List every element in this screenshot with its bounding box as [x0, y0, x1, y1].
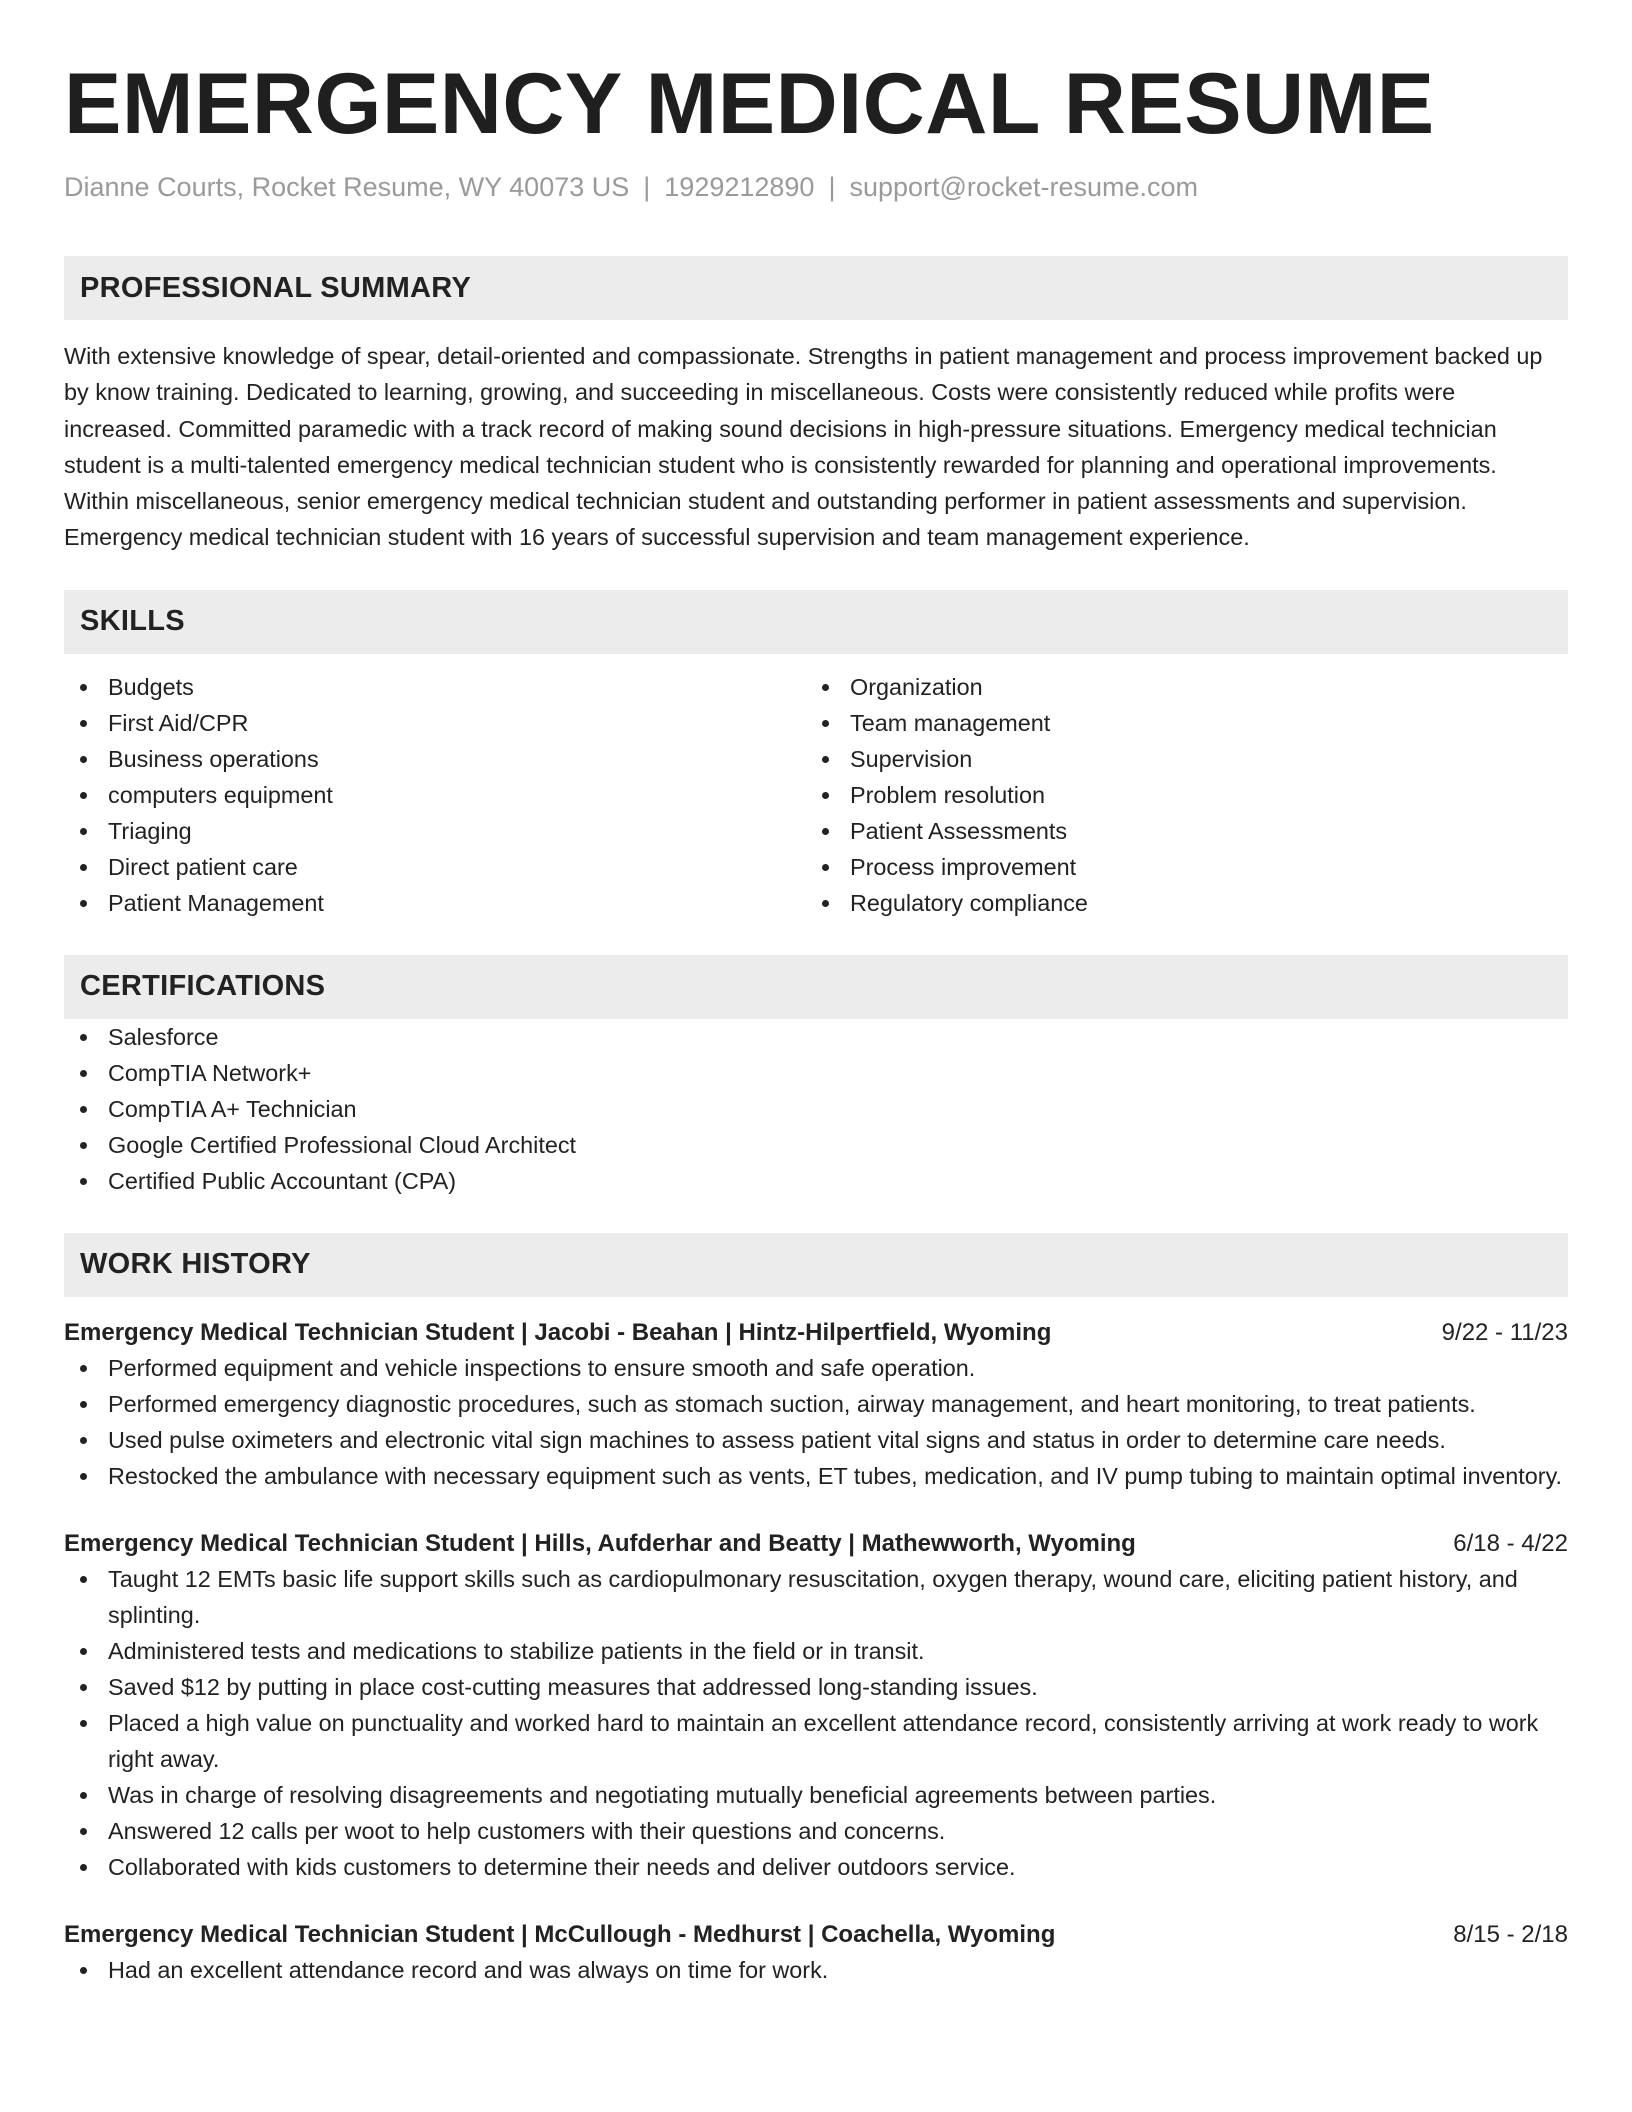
job-dates: 6/18 - 4/22: [1453, 1529, 1568, 1557]
job-bullet: Used pulse oximeters and electronic vital sign machines to assess patient vital signs and status in order to determine care needs.: [64, 1422, 1568, 1458]
job-entry: [64, 1316, 1568, 1494]
skill-item: Regulatory compliance: [806, 885, 1548, 921]
skill-item: Business operations: [64, 741, 806, 777]
section-heading-work-history: WORK HISTORY: [64, 1233, 1568, 1297]
job-bullet-list: [64, 1561, 1568, 1885]
skill-item: Process improvement: [806, 849, 1548, 885]
section-heading-summary: PROFESSIONAL SUMMARY: [64, 256, 1568, 320]
skill-item: Team management: [806, 705, 1548, 741]
summary-text: With extensive knowledge of spear, detail-oriented and compassionate. Strengths in patient management and process improvement backed up by know training. Dedicated to learning, growing, and succeeding in miscellaneous. Costs were consistently reduced while profits were increased. Committed paramedic with a track record of making sound decisions in high-pressure situations. Emergency medical technician student is a multi-talented emergency medical technician student who is consistently rewarded for planning and operational improvements. Within miscellaneous, senior emergency medical technician student and outstanding performer in patient assessments and supervision. Emergency medical technician student with 16 years of successful supervision and team management experience.: [64, 343, 1543, 551]
job-header: [64, 1316, 1568, 1350]
job-bullet-list: [64, 1952, 1568, 1988]
skill-item: Triaging: [64, 813, 806, 849]
job-entry: [64, 1918, 1568, 1988]
contact-email: support@rocket-resume.com: [849, 172, 1198, 202]
skill-item: Organization: [806, 669, 1548, 705]
job-bullet: Performed equipment and vehicle inspections to ensure smooth and safe operation.: [64, 1350, 1568, 1386]
job-bullet: Answered 12 calls per woot to help customers with their questions and concerns.: [64, 1813, 1568, 1849]
contact-separator: |: [828, 172, 836, 202]
job-bullet: Collaborated with kids customers to determine their needs and deliver outdoors service.: [64, 1849, 1568, 1885]
skill-item: Budgets: [64, 669, 806, 705]
certifications-list: [64, 1019, 1568, 1199]
job-entry: [64, 1527, 1568, 1885]
job-title: Emergency Medical Technician Student | McCullough - Medhurst | Coachella, Wyoming: [64, 1920, 1056, 1948]
job-header: [64, 1527, 1568, 1561]
job-header: [64, 1918, 1568, 1952]
contact-separator: |: [643, 172, 651, 202]
certification-item: Certified Public Accountant (CPA): [64, 1163, 1568, 1199]
section-heading-certifications: CERTIFICATIONS: [64, 955, 1568, 1019]
skill-item: Direct patient care: [64, 849, 806, 885]
resume-page: [64, 0, 1568, 1988]
certification-item: Salesforce: [64, 1019, 1568, 1055]
certification-item: Google Certified Professional Cloud Architect: [64, 1127, 1568, 1163]
section-heading-skills: SKILLS: [64, 590, 1568, 654]
contact-line: [64, 170, 1568, 204]
job-bullet: Restocked the ambulance with necessary equipment such as vents, ET tubes, medication, and IV pump tubing to maintain optimal inventory.: [64, 1458, 1568, 1494]
skill-item: Patient Management: [64, 885, 806, 921]
certification-item: CompTIA Network+: [64, 1055, 1568, 1091]
skills-list: [64, 669, 1568, 921]
skill-item: First Aid/CPR: [64, 705, 806, 741]
certification-item: CompTIA A+ Technician: [64, 1091, 1568, 1127]
job-bullet: Had an excellent attendance record and was always on time for work.: [64, 1952, 1568, 1988]
resume-title: EMERGENCY MEDICAL RESUME: [64, 56, 1435, 152]
job-bullet: Performed emergency diagnostic procedures, such as stomach suction, airway management, and heart monitoring, to treat patients.: [64, 1386, 1568, 1422]
contact-phone: 1929212890: [664, 172, 815, 202]
skill-item: Patient Assessments: [806, 813, 1548, 849]
skill-item: Supervision: [806, 741, 1548, 777]
skill-item: computers equipment: [64, 777, 806, 813]
skill-item: Problem resolution: [806, 777, 1548, 813]
skills-column-right: [806, 669, 1548, 921]
job-bullet: Administered tests and medications to stabilize patients in the field or in transit.: [64, 1633, 1568, 1669]
skills-column-left: [64, 669, 806, 921]
job-title: Emergency Medical Technician Student | Jacobi - Beahan | Hintz-Hilpertfield, Wyoming: [64, 1318, 1052, 1346]
job-bullet-list: [64, 1350, 1568, 1494]
job-bullet: Placed a high value on punctuality and worked hard to maintain an excellent attendance record, consistently arriving at work ready to work right away.: [64, 1705, 1568, 1777]
job-title: Emergency Medical Technician Student | Hills, Aufderhar and Beatty | Mathewworth, Wyoming: [64, 1529, 1136, 1557]
contact-address: Dianne Courts, Rocket Resume, WY 40073 US: [64, 172, 630, 202]
job-dates: 8/15 - 2/18: [1453, 1920, 1568, 1948]
job-bullet: Was in charge of resolving disagreements and negotiating mutually beneficial agreements between parties.: [64, 1777, 1568, 1813]
job-bullet: Taught 12 EMTs basic life support skills such as cardiopulmonary resuscitation, oxygen therapy, wound care, eliciting patient history, and splinting.: [64, 1561, 1568, 1633]
job-bullet: Saved $12 by putting in place cost-cutting measures that addressed long-standing issues.: [64, 1669, 1568, 1705]
job-dates: 9/22 - 11/23: [1441, 1318, 1568, 1346]
